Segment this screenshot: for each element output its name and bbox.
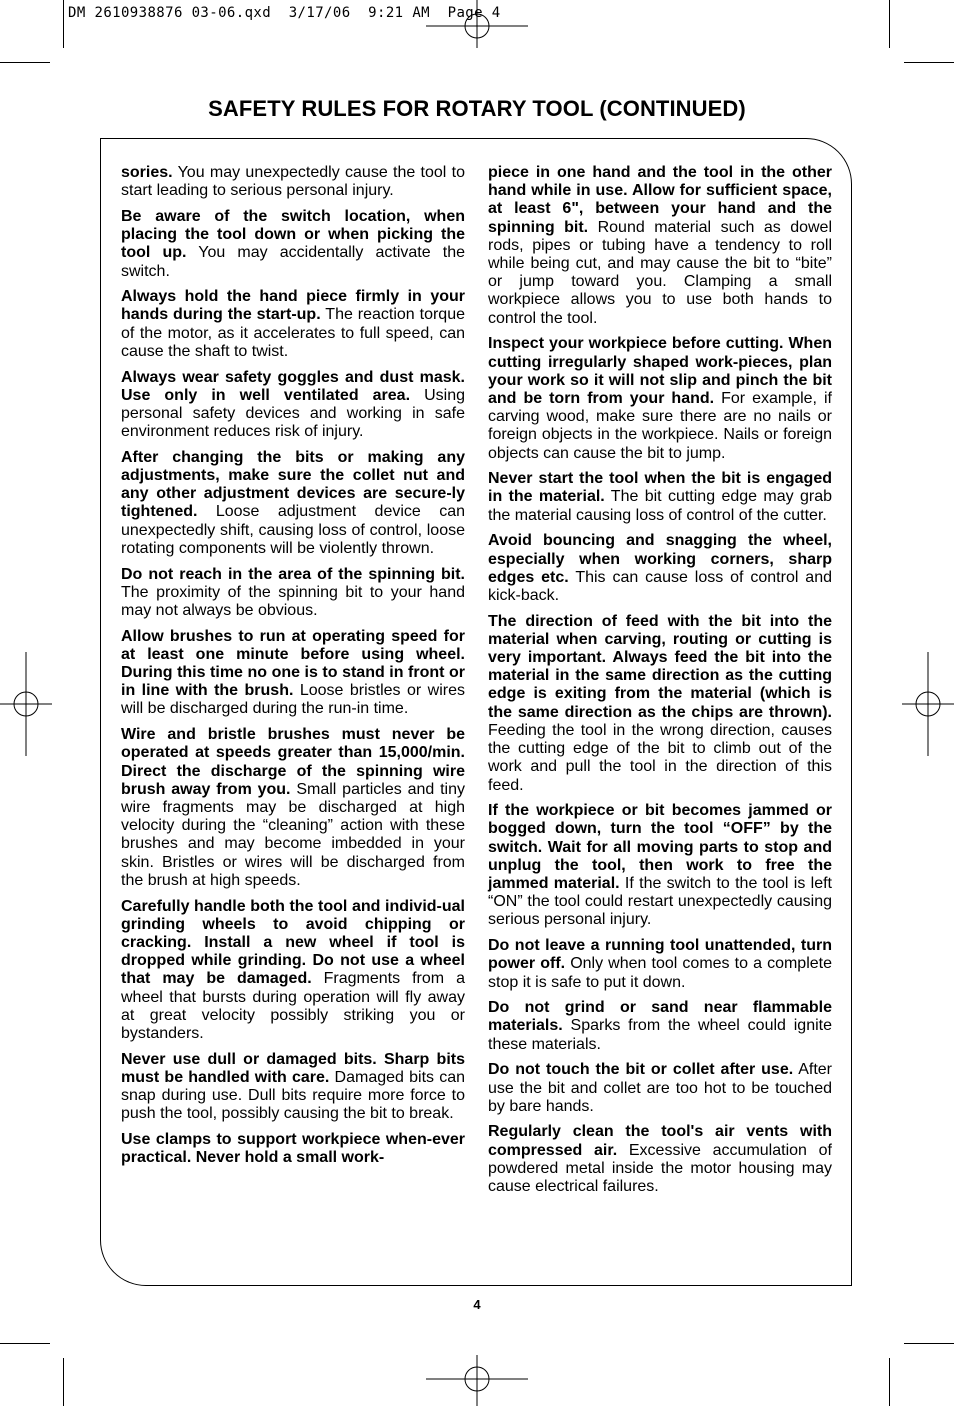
paragraph-body: Using personal safety devices and working in safe environment reduces risk of injury. — [121, 386, 465, 441]
crop-mark-top-left-horizontal — [0, 62, 50, 63]
paragraph-lead: Carefully handle both the tool and individ-ual grinding wheels to avoid chipping or cracking. Install a new wheel if tool is dropped while grinding. Do not use a wheel that may be damaged. — [121, 897, 465, 988]
page-number: 4 — [473, 1297, 481, 1312]
paragraph — [121, 164, 465, 200]
paragraph — [121, 288, 465, 361]
paragraph-lead: The direction of feed with the bit into the material when carving, routing or cutting is very important. Always feed the bit into the material in the same direction as the cutting edge is exiting from the material (which is the same direction as the chips are thrown). — [488, 612, 832, 721]
registration-mark-left — [0, 652, 52, 756]
paragraph-body: The reaction torque of the motor, as it accelerates to full speed, can cause the shaft to twist. — [121, 306, 466, 360]
paragraph-body: Small particles and tiny wire fragments may be discharged at high velocity during the “cleaning” action with these brushes and may become imbedded in your skin. Bristles or wires will be discharged from the brush at high speeds. — [121, 780, 465, 889]
paragraph — [488, 802, 832, 929]
paragraph — [488, 335, 832, 462]
paragraph-body: Only when tool comes to a complete stop it is safe to put it down. — [488, 955, 832, 991]
paragraph-body: Feeding the tool in the wrong direction, causes the cutting edge of the bit to climb out of the work and pull the tool in the direction of this feed. — [488, 721, 832, 794]
paragraph-lead: Never use dull or damaged bits. Sharp bits must be handled with care. — [121, 1050, 465, 1086]
paragraph — [488, 937, 832, 992]
paragraph-lead: Use clamps to support workpiece when-ever practical. Never hold a small work- — [121, 1130, 465, 1167]
paragraph-body: The proximity of the spinning bit to your hand may not always be obvious. — [121, 583, 465, 619]
paragraph-lead: Regularly clean the tool's air vents with compressed air. — [488, 1123, 832, 1159]
paragraph-lead: sories. — [121, 164, 173, 181]
paragraph — [121, 449, 465, 558]
crop-mark-bottom-left-vertical — [63, 1358, 64, 1406]
paragraph — [121, 369, 465, 442]
paragraph — [121, 628, 465, 719]
crop-mark-bottom-right-vertical — [889, 1358, 890, 1406]
paragraph-lead: Do not grind or sand near flammable materials. — [488, 999, 832, 1035]
crop-mark-top-left-vertical — [63, 0, 64, 48]
paragraph-body: Round material such as dowel rods, pipes or tubing have a tendency to roll while being cut, and may cause the bit to “bite” or jump toward you. Clamping a small workpiece allows you to use both hands to control the tool. — [488, 218, 833, 327]
paragraph-body: Excessive accumulation of powdered metal inside the motor housing may cause electrical failures. — [488, 1141, 832, 1196]
paragraph-lead: Always wear safety goggles and dust mask. Use only in well ventilated area. — [121, 368, 465, 404]
paragraph-lead: Allow brushes to run at operating speed for at least one minute before using wheel. During this time no one is to stand in front or in line with the brush. — [121, 627, 465, 700]
paragraph-lead: Always hold the hand piece firmly in your hands during the start-up. — [121, 288, 465, 324]
registration-mark-bottom — [426, 1355, 528, 1406]
paragraph-lead: Do not leave a running tool unattended, turn power off. — [488, 937, 832, 973]
paragraph — [121, 1051, 465, 1124]
registration-mark-top — [426, 0, 528, 48]
paragraph — [121, 566, 465, 621]
paragraph-body: You may accidentally activate the switch. — [121, 244, 465, 280]
paragraph-body: Sparks from the wheel could ignite these materials. — [488, 1017, 832, 1053]
paragraph — [488, 1061, 832, 1116]
paragraph-body: The bit cutting edge may grab the material causing loss of control of the cutter. — [488, 488, 832, 524]
paragraph-lead: Avoid bouncing and snagging the wheel, especially when working corners, sharp edges etc. — [488, 532, 832, 586]
paragraph-body: This can cause loss of control and kick-back. — [488, 568, 832, 604]
paragraph — [121, 726, 465, 890]
paragraph-body: If the switch to the tool is left “ON” the tool could restart unexpectedly causing serious personal injury. — [488, 875, 832, 929]
paragraph-lead: After changing the bits or making any adjustments, make sure the collet nut and any other adjustment devices are secure-ly tightened. — [121, 448, 465, 521]
paragraph — [488, 613, 832, 795]
page-title: SAFETY RULES FOR ROTARY TOOL (CONTINUED) — [208, 96, 746, 121]
paragraph-lead: Do not touch the bit or collet after use. — [488, 1061, 794, 1079]
paragraph-body: After use the bit and collet are too hot to be touched by bare hands. — [488, 1061, 833, 1115]
paragraph-body: You may unexpectedly cause the tool to start leading to serious personal injury. — [121, 164, 465, 200]
right-column — [488, 164, 832, 1204]
paragraph-body: For example, if carving wood, make sure there are no nails or foreign objects in the workpiece. Nails or foreign objects can cause the bit to jump. — [488, 389, 832, 462]
paragraph-body: Fragments from a wheel that bursts during operation will fly away at great velocity possibly striking you or bystanders. — [121, 970, 466, 1042]
paragraph-lead: If the workpiece or bit becomes jammed or bogged down, turn the tool “OFF” by the switch. Wait for all moving parts to stop and unplug the tool, then work to free the jammed material. — [488, 802, 832, 893]
paragraph — [121, 1131, 465, 1167]
crop-mark-top-right-horizontal — [904, 62, 954, 63]
crop-mark-bottom-left-horizontal — [0, 1343, 50, 1344]
paragraph-lead: piece in one hand and the tool in the other hand while in use. Allow for sufficient space, at least 6", between your hand and the spinning bit. — [488, 164, 832, 236]
paragraph-body: Damaged bits can snap during use. Dull bits require more force to push the tool, possibly causing the bit to break. — [121, 1068, 466, 1123]
paragraph-body: Loose bristles or wires will be discharged during the run-in time. — [121, 682, 465, 718]
paragraph — [488, 999, 832, 1054]
paragraph-body: Loose adjustment device can unexpectedly shift, causing loss of control, loose rotating components will be violently thrown. — [121, 503, 465, 557]
paragraph-lead: Be aware of the switch location, when placing the tool down or when picking the tool up. — [121, 207, 465, 262]
crop-mark-top-right-vertical — [889, 0, 890, 48]
printer-slug: DM 2610938876 03-06.qxd 3/17/06 9:21 AM Page 4 — [68, 5, 501, 21]
paragraph-lead: Do not reach in the area of the spinning bit. — [121, 565, 465, 583]
paragraph — [121, 208, 465, 281]
paragraph-lead: Wire and bristle brushes must never be operated at speeds greater than 15,000/min. Direct the discharge of the spinning wire brush away from you. — [121, 726, 465, 798]
paragraph — [488, 1123, 832, 1196]
paragraph-lead: Inspect your workpiece before cutting. When cutting irregularly shaped work-pieces, plan your work so it will not slip and pinch the bit and be torn from your hand. — [488, 335, 832, 407]
paragraph — [488, 532, 832, 605]
paragraph-lead: Never start the tool when the bit is engaged in the material. — [488, 470, 832, 506]
paragraph — [488, 164, 832, 328]
left-column — [121, 164, 465, 1175]
paragraph — [488, 470, 832, 525]
crop-mark-bottom-right-horizontal — [904, 1343, 954, 1344]
paragraph — [121, 898, 465, 1044]
registration-mark-right — [902, 652, 954, 756]
